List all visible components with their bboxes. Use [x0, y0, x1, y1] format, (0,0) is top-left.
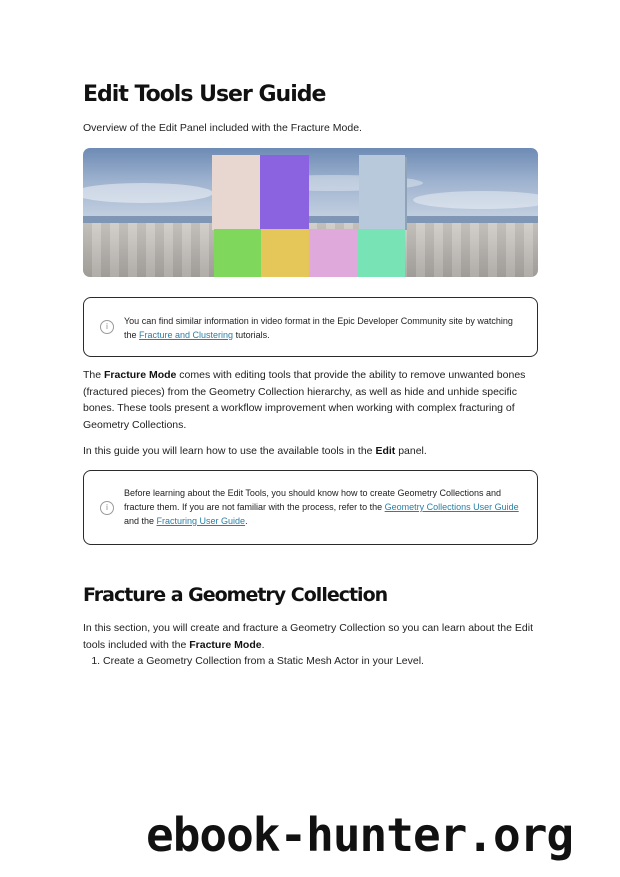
block-blue-grey	[359, 155, 405, 230]
section-text-1: In this section, you will create and fracture a Geometry Collection so you can learn about the Edit tools included with the	[83, 622, 533, 651]
note-text-after: tutorials.	[233, 330, 270, 340]
block-pink	[212, 155, 260, 230]
intro-text-1: The	[83, 369, 105, 381]
fracture-clustering-link[interactable]: Fracture and Clustering	[139, 330, 234, 340]
block-purple	[260, 155, 309, 230]
intro-text-2: comes with editing tools that provide the ability to remove unwanted bones (fractured pieces) from the Geometry Collection hierarchy, as well as hide and unhide specific bones. These tools present a workflow improvement when working with complex fracturing of Geometry Collections.	[83, 369, 526, 431]
note-text-before: You can find similar information in video format in the Epic Developer Community site by watching the	[124, 316, 513, 340]
page-title: Edit Tools User Guide	[83, 82, 326, 107]
section-text-2: .	[261, 638, 265, 651]
hero-image	[83, 148, 538, 277]
info-note-prerequisite	[83, 470, 538, 545]
guide-text-2: panel.	[395, 445, 427, 457]
info-note-text	[124, 314, 521, 342]
info-note-video	[83, 297, 538, 357]
note-text-before: Before learning about the Edit Tools, you should know how to create Geometry Collections and fracture them. If you are not familiar with the process, refer to the	[124, 488, 502, 512]
info-icon: i	[100, 501, 114, 515]
page-subtitle: Overview of the Edit Panel included with the Fracture Mode.	[83, 122, 362, 134]
section-bold-fracture-mode: Fracture Mode	[189, 638, 262, 651]
note-text-middle: and the	[124, 516, 157, 526]
intro-bold-fracture-mode: Fracture Mode	[104, 369, 177, 381]
info-note-text	[124, 486, 521, 528]
block-green	[214, 229, 261, 277]
block-mint	[357, 229, 405, 277]
section-heading: Fracture a Geometry Collection	[83, 584, 388, 606]
intro-paragraph	[83, 367, 538, 433]
geometry-collections-guide-link[interactable]: Geometry Collections User Guide	[384, 502, 519, 512]
section-intro-paragraph	[83, 620, 538, 653]
guide-paragraph	[83, 443, 538, 460]
info-icon: i	[100, 320, 114, 334]
list-item: 1. Create a Geometry Collection from a Static Mesh Actor in your Level.	[103, 653, 424, 669]
block-lilac	[309, 229, 357, 277]
steps-list	[83, 653, 424, 669]
guide-text-1: In this guide you will learn how to use the available tools in the	[83, 445, 376, 457]
block-yellow	[261, 229, 309, 277]
note-text-after: .	[245, 516, 248, 526]
fracturing-guide-link[interactable]: Fracturing User Guide	[156, 516, 246, 526]
hero-scene-illustration	[83, 148, 538, 277]
guide-bold-edit: Edit	[375, 445, 396, 457]
watermark-text: ebook-hunter.org	[146, 808, 574, 862]
